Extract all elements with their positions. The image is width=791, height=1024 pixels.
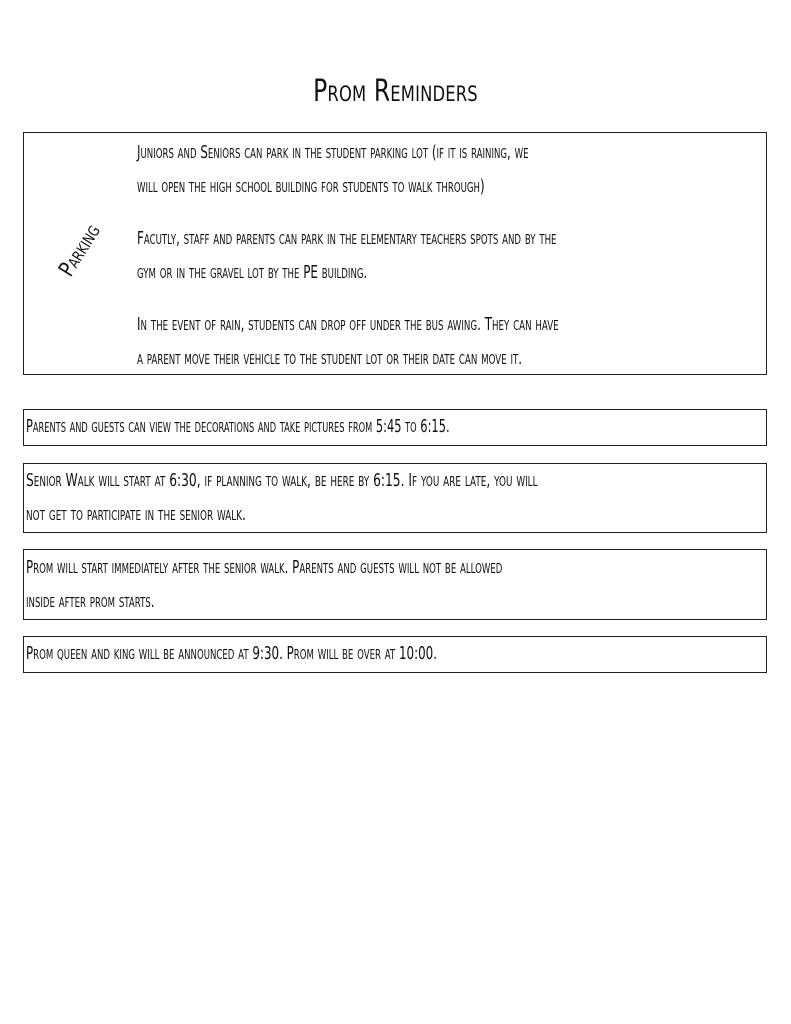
parking-paragraph-faculty bbox=[137, 222, 556, 290]
reminder-box-decorations bbox=[23, 409, 767, 446]
reminder-line: Parents and guests can view the decorations and take pictures from 5:45 to 6:15. bbox=[26, 416, 450, 437]
parking-paragraph-students bbox=[137, 136, 529, 204]
reminder-line: Prom queen and king will be announced at 9:30. Prom will be over at 10:00. bbox=[26, 643, 437, 664]
reminder-text bbox=[26, 410, 450, 444]
reminder-line: not get to participate in the senior walk. bbox=[26, 504, 246, 525]
reminder-box-prom-start bbox=[23, 549, 767, 620]
parking-line: will open the high school building for students to walk through) bbox=[137, 176, 485, 197]
parking-line: gym or in the gravel lot by the PE building. bbox=[137, 262, 368, 283]
parking-paragraph-rain bbox=[137, 308, 559, 376]
reminder-text bbox=[26, 464, 538, 532]
reminder-line: Senior Walk will start at 6:30, if planning to walk, be here by 6:15. If you are late, you will bbox=[26, 470, 538, 491]
page-title: Prom Reminders bbox=[313, 74, 478, 109]
parking-label: Parking bbox=[54, 219, 106, 282]
reminder-text bbox=[26, 551, 502, 619]
reminder-box-senior-walk bbox=[23, 463, 767, 533]
parking-line: Juniors and Seniors can park in the student parking lot (if it is raining, we bbox=[137, 142, 529, 163]
parking-line: a parent move their vehicle to the student lot or their date can move it. bbox=[137, 348, 523, 369]
parking-line: In the event of rain, students can drop off under the bus awing. They can have bbox=[137, 314, 559, 335]
reminder-box-queen-king bbox=[23, 636, 767, 673]
reminder-line: Prom will start immediately after the senior walk. Parents and guests will not be allowed bbox=[26, 557, 503, 578]
reminder-text bbox=[26, 637, 437, 671]
parking-line: Facutly, staff and parents can park in the elementary teachers spots and by the bbox=[137, 228, 557, 249]
reminder-line: inside after prom starts. bbox=[26, 591, 155, 612]
